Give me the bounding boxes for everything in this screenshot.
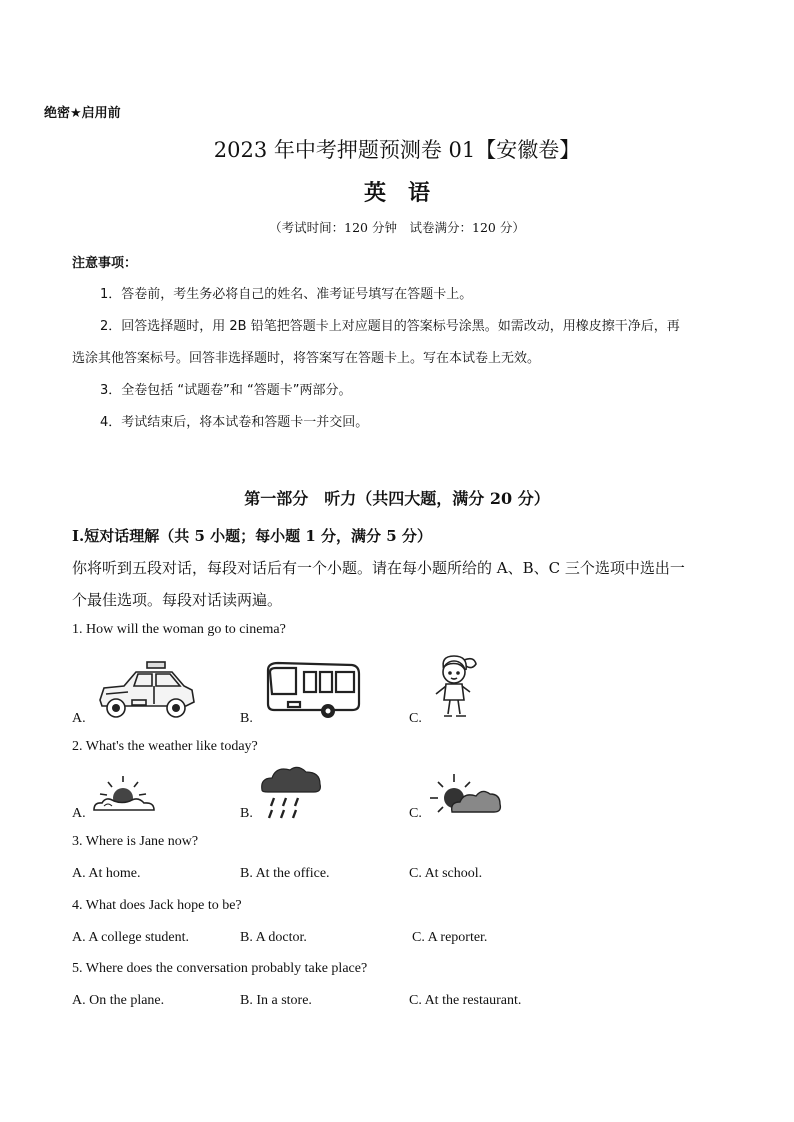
notes-heading: 注意事项：	[72, 256, 138, 271]
exam-meta: （考试时间：120 分钟 试卷满分：120 分）	[269, 220, 525, 235]
instruction-line: 个最佳选项。每段对话读两遍。	[72, 591, 283, 609]
section-heading: Ⅰ.短对话理解（共 5 小题；每小题 1 分，满分 5 分）	[72, 527, 432, 545]
question-4: 4. What does Jack hope to be?	[72, 898, 242, 913]
exam-title: 2023 年中考押题预测卷 01【安徽卷】	[213, 138, 581, 162]
note-item: 2．回答选择题时，用 2B 铅笔把答题卡上对应题目的答案标号涂黑。如需改动，用橡皮擦干净后，再	[100, 319, 680, 334]
option-c: C. A reporter.	[412, 930, 488, 945]
instruction-line: 你将听到五段对话，每段对话后有一个小题。请在每小题所给的 A、B、C 三个选项中选出一	[72, 559, 685, 577]
option-a: A. A college student.	[72, 930, 190, 945]
taxi-icon	[94, 660, 198, 722]
part-heading: 第一部分 听力（共四大题，满分 20 分）	[244, 489, 550, 508]
bus-icon	[264, 660, 362, 720]
option-c: C. At school.	[409, 866, 483, 881]
rain-cloud-icon	[258, 764, 324, 820]
option-label: B.	[240, 711, 253, 726]
note-item: 3．全卷包括 “试题卷”和 “答题卡”两部分。	[100, 383, 352, 398]
option-b: B. At the office.	[240, 866, 330, 881]
option-label: B.	[240, 806, 253, 821]
sun-cloud-icon	[90, 774, 160, 816]
option-a: A. On the plane.	[72, 993, 165, 1008]
option-c: C. At the restaurant.	[409, 993, 522, 1008]
question-3: 3. Where is Jane now?	[72, 834, 199, 849]
note-item: 选涂其他答案标号。回答非选择题时，将答案写在答题卡上。写在本试卷上无效。	[72, 351, 541, 366]
option-label: A.	[72, 806, 86, 821]
question-1: 1. How will the woman go to cinema?	[72, 622, 286, 637]
option-b: B. A doctor.	[240, 930, 307, 945]
question-5: 5. Where does the conversation probably take place?	[72, 961, 368, 976]
note-item: 1．答卷前，考生务必将自己的姓名、准考证号填写在答题卡上。	[100, 287, 473, 302]
option-a: A. At home.	[72, 866, 141, 881]
question-2: 2. What's the weather like today?	[72, 739, 258, 754]
partly-sunny-icon	[426, 772, 504, 818]
option-label: C.	[409, 711, 422, 726]
girl-walking-icon	[428, 652, 482, 722]
option-label: A.	[72, 711, 86, 726]
option-label: C.	[409, 806, 422, 821]
option-b: B. In a store.	[240, 993, 312, 1008]
note-item: 4．考试结束后，将本试卷和答题卡一并交回。	[100, 415, 369, 430]
confidential-mark: 绝密★启用前	[44, 106, 121, 121]
subject-title: 英语	[363, 180, 452, 206]
